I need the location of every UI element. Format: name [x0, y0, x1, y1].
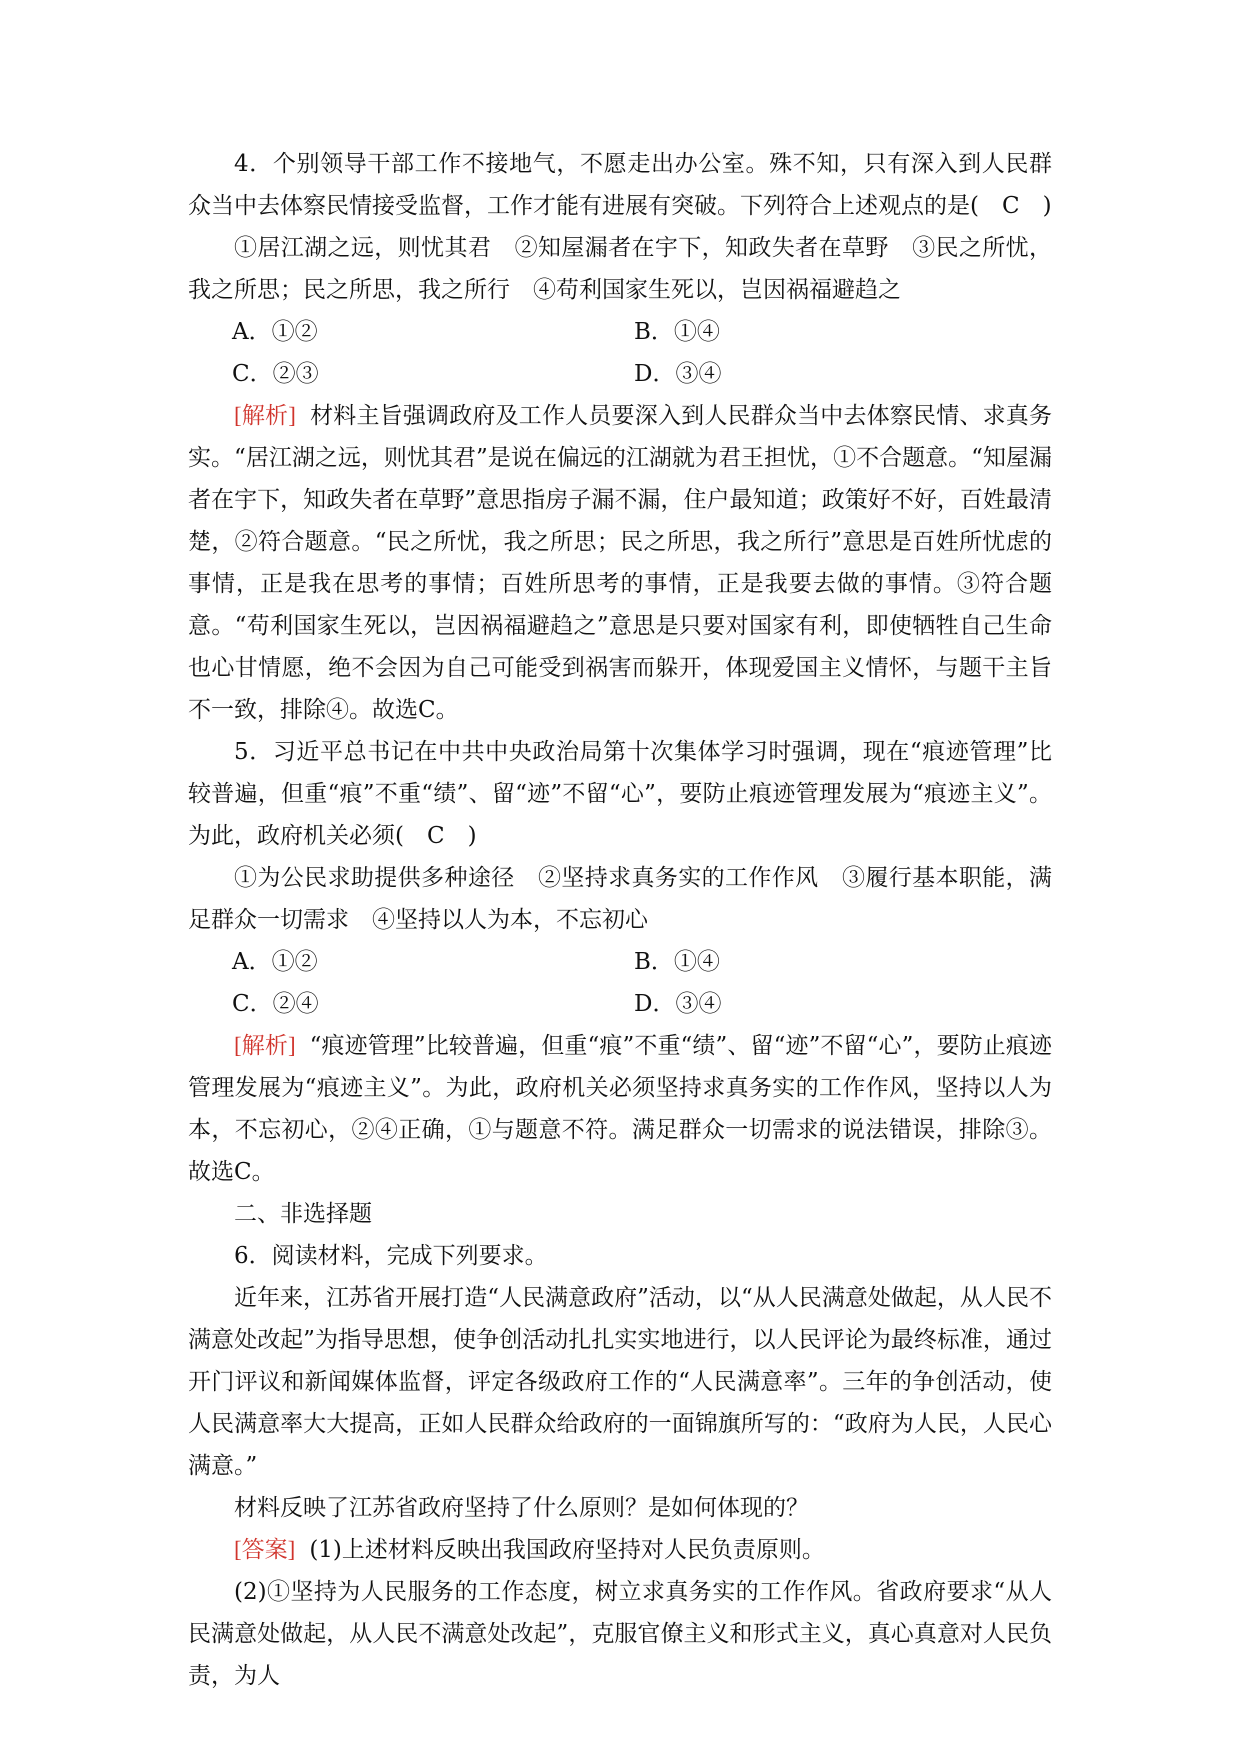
question-6-stem: 6．阅读材料，完成下列要求。: [234, 1243, 548, 1269]
question-5-options-row-1: [188, 941, 1052, 983]
question-5-options-row-2: [188, 983, 1052, 1025]
question-6-question: 材料反映了江苏省政府坚持了什么原则？是如何体现的？: [234, 1495, 809, 1521]
question-4-option-d: D．③④: [634, 361, 722, 387]
question-4-analysis-text: 材料主旨强调政府及工作人员要深入到人民群众当中去体察民情、求真务实。“居江湖之远，则忧其君”是说在偏远的江湖就为君王担忧，①不合题意。“知屋漏者在宇下，知政失者在草野”意思指房子漏不漏，住户最知道；政策好不好，百姓最清楚，②符合题意。“民之所忧，我之所思；民之所思，我之所行”意思是百姓所忧虑的事情，正是我在思考的事情；百姓所思考的事情，正是我要去做的事情。③符合题意。“苟利国家生死以，岂因祸福避趋之”意思是只要对国家有利，即使牺牲自己生命也心甘情愿，绝不会因为自己可能受到祸害而躲开，体现爱国主义情怀，与题干主旨不一致，排除④。故选C。: [188, 403, 1052, 723]
question-5-analysis-text: “痕迹管理”比较普遍，但重“痕”不重“绩”、留“迹”不留“心”，要防止痕迹管理发展为“痕迹主义”。为此，政府机关必须坚持求真务实的工作作风，坚持以人为本，不忘初心，②④正确，①与题意不符。满足群众一切需求的说法错误，排除③。故选C。: [188, 1033, 1052, 1185]
question-5-analysis: [188, 1025, 1052, 1193]
question-4-statements: ①居江湖之远，则忧其君 ②知屋漏者在宇下，知政失者在草野 ③民之所忧，我之所思；民之所思，我之所行 ④苟利国家生死以，岂因祸福避趋之: [188, 235, 1052, 303]
answer-tag: [答案]: [234, 1537, 296, 1562]
question-4-stem: 4．个别领导干部工作不接地气，不愿走出办公室。殊不知，只有深入到人民群众当中去体察民情接受监督，工作才能有进展有突破。下列符合上述观点的是( C ): [188, 151, 1052, 219]
question-6-answer-2: (2)①坚持为人民服务的工作态度，树立求真务实的工作作风。省政府要求“从人民满意处做起，从人民不满意处改起”，克服官僚主义和形式主义，真心真意对人民负责，为人: [188, 1579, 1052, 1689]
question-5-statements: ①为公民求助提供多种途径 ②坚持求真务实的工作作风 ③履行基本职能，满足群众一切需求 ④坚持以人为本，不忘初心: [188, 865, 1052, 933]
question-4-option-a: A．①②: [232, 319, 318, 345]
analysis-tag: [解析]: [234, 1033, 296, 1058]
question-5-option-d: D．③④: [634, 991, 722, 1017]
question-4-option-c: C．②③: [232, 361, 319, 387]
question-5-stem: 5．习近平总书记在中共中央政治局第十次集体学习时强调，现在“痕迹管理”比较普遍，但重“痕”不重“绩”、留“迹”不留“心”，要防止痕迹管理发展为“痕迹主义”。为此，政府机关必须( C ): [188, 739, 1052, 849]
question-4-options-row-2: [188, 353, 1052, 395]
document-page: [188, 143, 1052, 1697]
section-title: 二、非选择题: [234, 1201, 372, 1227]
question-5-option-b: B．①④: [634, 949, 720, 975]
question-4-analysis: [188, 395, 1052, 731]
question-5-option-a: A．①②: [232, 949, 318, 975]
question-6-answer-1-text: (1)上述材料反映出我国政府坚持对人民负责原则。: [309, 1537, 825, 1563]
question-4-options-row-1: [188, 311, 1052, 353]
question-6-answer-1: [188, 1529, 1052, 1571]
question-5-option-c: C．②④: [232, 991, 319, 1017]
question-4-option-b: B．①④: [634, 319, 720, 345]
analysis-tag: [解析]: [234, 403, 296, 428]
question-6-material: 近年来，江苏省开展打造“人民满意政府”活动，以“从人民满意处做起，从人民不满意处改起”为指导思想，使争创活动扎扎实实地进行，以人民评论为最终标准，通过开门评议和新闻媒体监督，评定各级政府工作的“人民满意率”。三年的争创活动，使人民满意率大大提高，正如人民群众给政府的一面锦旗所写的：“政府为人民，人民心满意。”: [188, 1285, 1052, 1479]
